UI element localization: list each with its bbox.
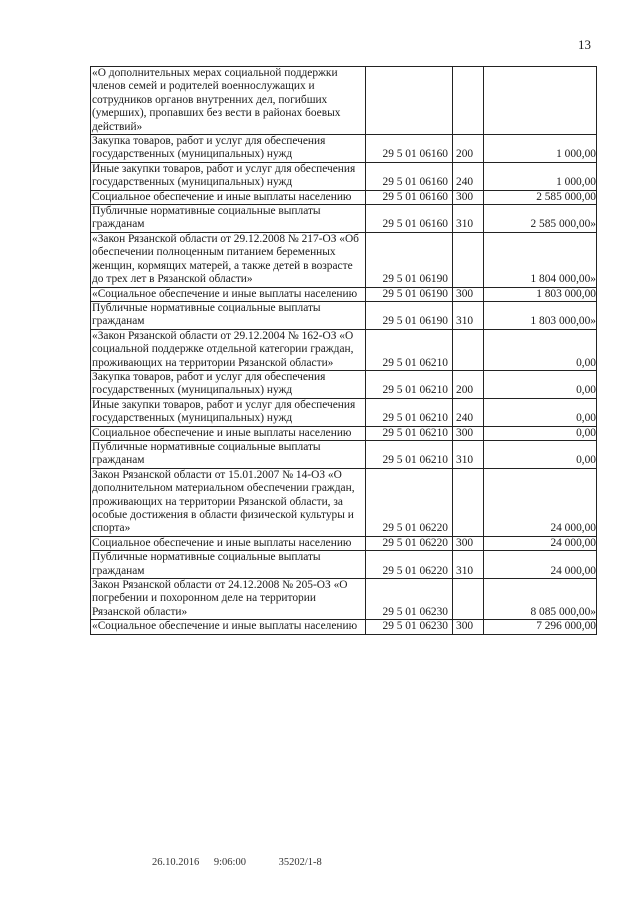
row-amount-cell: 24 000,00	[484, 536, 597, 550]
table-row	[91, 205, 597, 233]
row-target-code-cell: 29 5 01 06220	[366, 551, 453, 579]
footer-doc-id: 35202/1-8	[278, 857, 322, 868]
row-name-cell: «Закон Рязанской области от 29.12.2008 № 217-ОЗ «Об обеспечении полноценным питанием беременных женщин, кормящих матерей, а также детей в возрасте до трех лет в Рязанской области»	[91, 232, 366, 287]
row-expense-type-cell: 310	[453, 205, 484, 233]
row-target-code-cell	[366, 67, 453, 135]
row-target-code-cell: 29 5 01 06210	[366, 370, 453, 398]
table-row	[91, 67, 597, 135]
row-target-code-cell: 29 5 01 06210	[366, 440, 453, 468]
row-target-code-cell: 29 5 01 06160	[366, 135, 453, 163]
row-amount-cell: 7 296 000,00	[484, 620, 597, 634]
table-row	[91, 551, 597, 579]
row-target-code-cell: 29 5 01 06220	[366, 468, 453, 536]
row-target-code-cell: 29 5 01 06210	[366, 426, 453, 440]
row-target-code-cell: 29 5 01 06160	[366, 205, 453, 233]
row-target-code-cell: 29 5 01 06230	[366, 620, 453, 634]
row-amount-cell: 1 000,00	[484, 135, 597, 163]
row-name-cell: Социальное обеспечение и иные выплаты населению	[91, 190, 366, 204]
row-amount-cell: 2 585 000,00»	[484, 205, 597, 233]
row-expense-type-cell: 310	[453, 551, 484, 579]
table-row	[91, 536, 597, 550]
row-name-cell: Иные закупки товаров, работ и услуг для обеспечения государственных (муниципальных) нужд	[91, 162, 366, 190]
row-expense-type-cell: 300	[453, 426, 484, 440]
row-amount-cell: 0,00	[484, 398, 597, 426]
budget-table	[90, 66, 597, 635]
row-expense-type-cell: 240	[453, 398, 484, 426]
row-name-cell: «Закон Рязанской области от 29.12.2004 № 162-ОЗ «О социальной поддержке отдельной категории граждан, проживающих на территории Рязанской области»	[91, 329, 366, 370]
table-row	[91, 468, 597, 536]
row-target-code-cell: 29 5 01 06190	[366, 301, 453, 329]
row-name-cell: Закупка товаров, работ и услуг для обеспечения государственных (муниципальных) нужд	[91, 370, 366, 398]
row-amount-cell: 8 085 000,00»	[484, 579, 597, 620]
row-amount-cell: 24 000,00	[484, 468, 597, 536]
row-target-code-cell: 29 5 01 06160	[366, 162, 453, 190]
row-expense-type-cell	[453, 468, 484, 536]
row-name-cell: Публичные нормативные социальные выплаты гражданам	[91, 205, 366, 233]
row-target-code-cell: 29 5 01 06210	[366, 329, 453, 370]
row-amount-cell: 1 804 000,00»	[484, 232, 597, 287]
row-name-cell: «Социальное обеспечение и иные выплаты населению	[91, 620, 366, 634]
row-expense-type-cell	[453, 579, 484, 620]
row-name-cell: Публичные нормативные социальные выплаты гражданам	[91, 551, 366, 579]
row-expense-type-cell: 300	[453, 190, 484, 204]
row-target-code-cell: 29 5 01 06190	[366, 287, 453, 301]
row-name-cell: «Социальное обеспечение и иные выплаты населению	[91, 287, 366, 301]
table-row	[91, 440, 597, 468]
table-row	[91, 301, 597, 329]
row-name-cell: «О дополнительных мерах социальной поддержки членов семей и родителей военнослужащих и сотрудников органов внутренних дел, погибших (умерших), пропавших без вести в районах боевых действий»	[91, 67, 366, 135]
table-row	[91, 620, 597, 634]
row-amount-cell: 1 000,00	[484, 162, 597, 190]
row-expense-type-cell: 200	[453, 135, 484, 163]
page-number: 13	[578, 37, 591, 52]
row-name-cell: Социальное обеспечение и иные выплаты населению	[91, 536, 366, 550]
table-row	[91, 579, 597, 620]
row-name-cell: Публичные нормативные социальные выплаты гражданам	[91, 301, 366, 329]
row-target-code-cell: 29 5 01 06210	[366, 398, 453, 426]
table-row	[91, 190, 597, 204]
row-expense-type-cell: 310	[453, 440, 484, 468]
row-target-code-cell: 29 5 01 06190	[366, 232, 453, 287]
row-name-cell: Социальное обеспечение и иные выплаты населению	[91, 426, 366, 440]
row-amount-cell: 1 803 000,00	[484, 287, 597, 301]
row-name-cell: Закон Рязанской области от 15.01.2007 № 14-ОЗ «О дополнительном материальном обеспечении граждан, проживающих на территории Рязанской области, за особые достижения в области физической культуры и спорта»	[91, 468, 366, 536]
table-row	[91, 398, 597, 426]
row-amount-cell: 1 803 000,00»	[484, 301, 597, 329]
table-body	[91, 67, 597, 635]
table-row	[91, 135, 597, 163]
table-row	[91, 162, 597, 190]
table-row	[91, 232, 597, 287]
row-name-cell: Закон Рязанской области от 24.12.2008 № 205-ОЗ «О погребении и похоронном деле на территории Рязанской области»	[91, 579, 366, 620]
row-amount-cell: 2 585 000,00	[484, 190, 597, 204]
row-expense-type-cell	[453, 232, 484, 287]
row-expense-type-cell: 310	[453, 301, 484, 329]
row-name-cell: Закупка товаров, работ и услуг для обеспечения государственных (муниципальных) нужд	[91, 135, 366, 163]
table-row	[91, 370, 597, 398]
row-expense-type-cell: 240	[453, 162, 484, 190]
row-name-cell: Иные закупки товаров, работ и услуг для обеспечения государственных (муниципальных) нужд	[91, 398, 366, 426]
footer-datetime: 26.10.2016 9:06:00	[152, 857, 246, 868]
row-expense-type-cell: 300	[453, 620, 484, 634]
table-row	[91, 426, 597, 440]
row-target-code-cell: 29 5 01 06160	[366, 190, 453, 204]
row-expense-type-cell	[453, 329, 484, 370]
row-expense-type-cell: 300	[453, 536, 484, 550]
row-target-code-cell: 29 5 01 06220	[366, 536, 453, 550]
row-expense-type-cell: 200	[453, 370, 484, 398]
table-row	[91, 329, 597, 370]
row-name-cell: Публичные нормативные социальные выплаты гражданам	[91, 440, 366, 468]
row-amount-cell	[484, 67, 597, 135]
row-target-code-cell: 29 5 01 06230	[366, 579, 453, 620]
page-footer	[152, 857, 340, 868]
row-amount-cell: 24 000,00	[484, 551, 597, 579]
row-amount-cell: 0,00	[484, 440, 597, 468]
row-expense-type-cell: 300	[453, 287, 484, 301]
row-expense-type-cell	[453, 67, 484, 135]
table-row	[91, 287, 597, 301]
row-amount-cell: 0,00	[484, 370, 597, 398]
row-amount-cell: 0,00	[484, 426, 597, 440]
row-amount-cell: 0,00	[484, 329, 597, 370]
